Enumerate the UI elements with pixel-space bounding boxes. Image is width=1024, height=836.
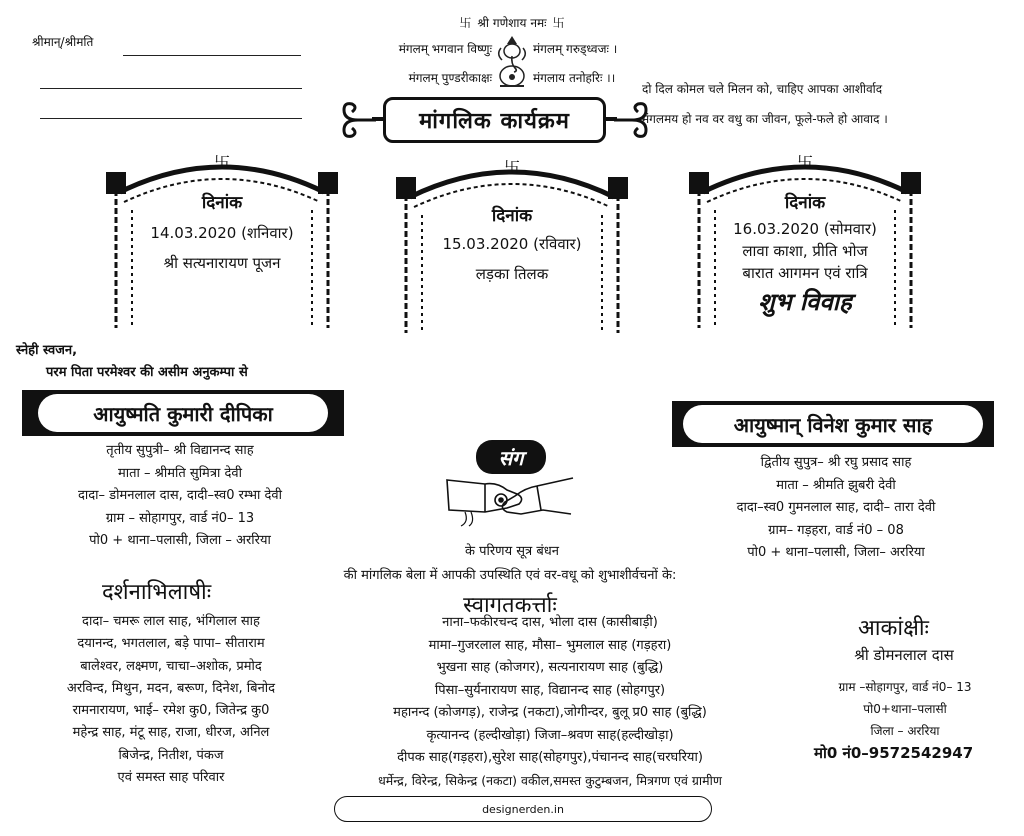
event-1-date: 14.03.2020 (शनिवार) [150,224,294,242]
mantra-line-1-left: मंगलम् भगवान विष्णुः [398,42,492,56]
bride-name-banner [22,390,344,436]
darshan-line: बिजेन्द्र, नितीश, पंकज [118,747,224,763]
mantra-title-text: श्री गणेशाय नमः [477,16,547,30]
swagat-list [280,612,820,792]
swirl-ornament-left-icon [336,100,378,140]
akanshi-line: पो0+थाना–पलासी [863,702,947,716]
event-3-line-2: बारात आगमन एवं रात्रि [742,264,868,282]
bride-detail-line: तृतीय सुपुत्री– श्री विद्यानन्द साह [106,443,254,458]
footer-url: designerden.in [482,802,564,816]
swirl-ornament-right-icon [612,100,654,140]
intro-line-1: स्नेही स्वजन, [16,343,78,358]
bride-detail-line: माता – श्रीमति सुमित्रा देवी [117,465,243,481]
event-3 [712,190,898,318]
mantra-title [432,14,592,31]
mantra-line-1-right: मंगलम् गरुड्ध्वजः । [533,42,618,56]
bride-detail-line: दादा– डोमनलाल दास, दादी–स्व0 रम्भा देवी [77,488,282,503]
akanshi-mobile: मो0 नं0–9572542947 [814,744,974,762]
darshan-heading: दर्शनाभिलाषीः [102,580,212,605]
salutation-label: श्रीमान्/श्रीमति [32,35,94,49]
akanshi-name: श्री डोमनलाल दास [854,646,954,664]
salutation-line-1 [123,55,301,56]
event-2 [420,203,604,284]
akanshi-line: जिला – अररिया [870,724,940,738]
footer-url-box [334,796,712,822]
darshan-line: दयानन्द, भगतलाल, बड़े पापा– सीताराम [77,636,265,652]
swagat-line: महानन्द (कोजगड़), राजेन्द्र (नकटा),जोगीन्दर, बुलू प्र0 साह (बुद्धि) [393,705,707,720]
groom-name-banner [672,401,994,447]
event-1-line-1: श्री सत्यनारायण पूजन [163,254,281,272]
akanshi-heading: आकांक्षीः [858,616,929,641]
darshan-line: एवं समस्त साह परिवार [117,770,225,786]
darshan-line: अरविन्द, मिथुन, मदन, बरूण, दिनेश, बिनोद [66,680,276,696]
event-2-label: दिनांक [491,206,533,226]
darshan-line: बालेश्वर, लक्ष्मण, चाचा–अशोक, प्रमोद [80,658,262,674]
salutation-line-2 [40,88,302,89]
svg-text:卐: 卐 [213,153,231,172]
bride-detail-line: पो0 + थाना–पलासी, जिला – अररिया [89,533,271,548]
salutation-line-3 [40,118,302,119]
event-3-line-1: लावा काशा, प्रीति भोज [742,242,868,260]
swagat-line: नाना–फकीरचन्द दास, भोला दास (कासीबाड़ी) [442,615,658,630]
swagat-line: भुखना साह (कोजगर), सत्यनारायण साह (बुद्धि) [436,660,664,675]
verse-line-1: दो दिल कोमल चले मिलन को, चाहिए आपका आशीर्वाद [642,82,883,96]
swagat-line: पिसा–सुर्यनारायण साह, विद्यानन्द साह (सोहगपुर) [434,682,666,698]
groom-detail-line: माता – श्रीमति झुबरी देवी [776,477,896,493]
svg-text:卐: 卐 [796,153,814,172]
event-2-date: 15.03.2020 (रविवार) [442,235,582,253]
event-3-label: दिनांक [784,193,826,213]
swastik-icon: 卐 [459,16,472,30]
ganesha-icon [494,34,530,90]
bond-text: के परिणय सूत्र बंधन [465,544,559,559]
page-title: मांगलिक कार्यक्रम [383,97,606,143]
event-3-date: 16.03.2020 (सोमवार) [733,220,877,238]
event-2-line-1: लड़का तिलक [475,265,549,283]
swastik-icon: 卐 [552,16,565,30]
akanshi-list [800,676,1010,742]
mantra-line-2-right: मंगलाय तनोहरिः ।। [533,71,616,85]
invite-text: की मांगलिक बेला में आपकी उपस्थिति एवं वर-वधू को शुभाशीर्वचनों के: [343,568,677,583]
intro-line-2: परम पिता परमेश्वर की असीम अनुकम्पा से [46,365,248,380]
svg-text:卐: 卐 [503,158,521,177]
swagat-line: धर्मेन्द्र, विरेन्द्र, सिकेन्द्र (नकटा) वकील,समस्त कुटुम्बजन, मित्रगण एवं ग्रामीण [378,772,722,788]
swagat-heading: स्वागतकर्त्ताः [463,593,557,618]
sang-text: संग [498,445,524,470]
darshan-line: रामनारायण, भाई– रमेश कु0, जितेन्द्र कु0 [72,703,270,719]
groom-name: आयुष्मान् विनेश कुमार साह [683,405,983,443]
swagat-line: दीपक साह(गड़हरा),सुरेश साह(सोहगपुर),पंचानन्द साह(चरघरिया) [397,750,703,765]
event-1-label: दिनांक [201,193,243,213]
bride-name: आयुष्मति कुमारी दीपिका [38,394,328,432]
groom-detail-line: द्वितीय सुपुत्र– श्री रघु प्रसाद साह [760,455,912,470]
sang-badge [476,440,546,474]
verse-line-2: मंगलमय हो नव वर वधु का जीवन, फूले-फले हो आवाद । [642,112,888,126]
groom-detail-line: ग्राम– गड़हरा, वार्ड नं0 – 08 [768,522,904,538]
holding-hands-icon [445,470,575,528]
event-3-highlight: शुभ विवाह [758,288,852,316]
groom-detail-line: पो0 + थाना–पलासी, जिला– अररिया [747,545,925,560]
bride-details [20,440,340,553]
akanshi-line: ग्राम –सोहागपुर, वार्ड नं0– 13 [838,680,972,694]
bride-detail-line: ग्राम – सोहागपुर, वार्ड नं0– 13 [105,510,255,526]
darshan-line: दादा– चमरू लाल साह, भंगिलाल साह [82,614,260,629]
swagat-line: कृत्यानन्द (हल्दीखोड़ा) जिजा–श्रवण साह(हल्दीखोड़ा) [426,727,674,743]
groom-detail-line: दादा–स्व0 गुमनलाल साह, दादी– तारा देवी [736,500,936,515]
event-1 [130,190,314,273]
swagat-line: मामा–गुजरलाल साह, मौसा– भुमलाल साह (गड़हरा) [428,637,672,653]
darshan-line: महेन्द्र साह, मंटू साह, राजा, धीरज, अनिल [72,725,270,741]
groom-details [676,452,996,565]
mantra-line-2-left: मंगलम् पुण्डरीकाक्षः [408,71,492,85]
